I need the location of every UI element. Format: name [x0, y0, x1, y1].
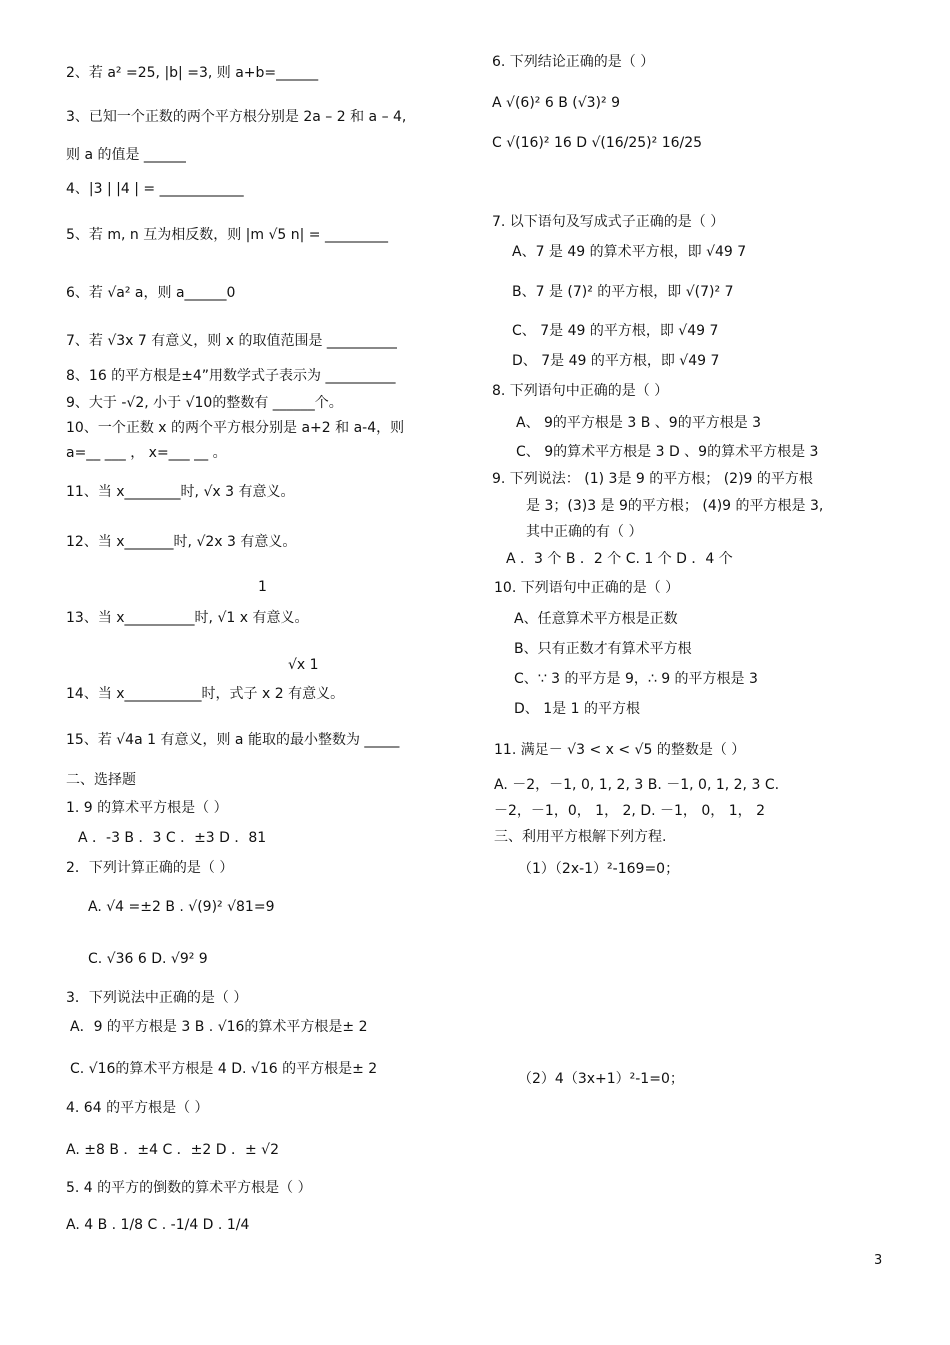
- fill-item-10-cont: a=__ ___ ， x=___ __ 。: [66, 445, 227, 461]
- fill-item-11: 11、当 x________时, √x 3 有意义。: [66, 484, 295, 500]
- choice-q10-option-d: D、 1是 1 的平方根: [514, 701, 640, 717]
- choice-q4: 4. 64 的平方根是（ ）: [66, 1100, 209, 1116]
- fill-item-13: 13、当 x__________时, √1 x 有意义。: [66, 610, 309, 626]
- choice-q10-option-a: A、任意算术平方根是正数: [514, 611, 678, 627]
- choice-q3: 3．下列说法中正确的是（ ）: [66, 990, 248, 1006]
- choice-q7-option-b: B、7 是 (7)² 的平方根，即 √(7)² 7: [512, 284, 734, 300]
- fill-item-6: 6、若 √a² a，则 a______0: [66, 285, 236, 301]
- equation-2: （2）4（3x+1）²-1=0；: [518, 1071, 684, 1087]
- fill-item-13-numerator: 1: [258, 579, 267, 595]
- choice-q6-options-cd: C √(16)² 16 D √(16/25)² 16/25: [492, 135, 703, 151]
- choice-q10-option-b: B、只有正数才有算术平方根: [514, 641, 692, 657]
- equation-1: （1）（2x-1）²-169=0；: [518, 861, 680, 877]
- choice-q9: 9. 下列说法： (1) 3是 9 的平方根； (2)9 的平方根: [492, 471, 813, 487]
- fill-item-2: 2、若 a² =25, |b| =3, 则 a+b=______: [66, 65, 319, 81]
- choice-q2-options-ab: A. √4 =±2 B . √(9)² √81=9: [88, 899, 275, 915]
- choice-q3-options-cd: C. √16的算术平方根是 4 D. √16 的平方根是± 2: [70, 1061, 378, 1077]
- fill-item-10: 10、一个正数 x 的两个平方根分别是 a+2 和 a-4，则: [66, 420, 405, 436]
- choice-q9-options: A ．3 个 B ．2 个 C. 1 个 D ．4 个: [506, 551, 733, 567]
- fill-item-14-numerator: √x 1: [288, 657, 319, 673]
- choice-q8-options-cd: C、 9的算术平方根是 3 D 、9的算术平方根是 3: [516, 444, 819, 460]
- choice-q11-options-1: A. －2，－1, 0, 1, 2, 3 B. －1, 0, 1, 2, 3 C.: [494, 777, 780, 793]
- choice-q9-cont2: 其中正确的有（ ）: [526, 524, 643, 540]
- choice-q9-cont: 是 3；(3)3 是 9的平方根； (4)9 的平方根是 3,: [526, 498, 824, 514]
- choice-q10: 10. 下列语句中正确的是（ ）: [494, 580, 680, 596]
- choice-q6: 6. 下列结论正确的是（ ）: [492, 54, 655, 70]
- choice-q1-options: A ．-3 B ．3 C ．±3 D ．81: [78, 830, 267, 846]
- fill-item-9: 9、大于 -√2, 小于 √10的整数有 ______个。: [66, 395, 343, 411]
- choice-q10-option-c: C、∵ 3 的平方是 9，∴ 9 的平方根是 3: [514, 671, 758, 687]
- fill-item-7: 7、若 √3x 7 有意义，则 x 的取值范围是 __________: [66, 333, 397, 349]
- fill-item-5: 5、若 m, n 互为相反数，则 |m √5 n| = _________: [66, 227, 388, 243]
- choice-q5-options: A. 4 B . 1/8 C . -1/4 D . 1/4: [66, 1217, 250, 1233]
- choice-q2-options-cd: C. √36 6 D. √9² 9: [88, 951, 208, 967]
- choice-q7: 7. 以下语句及写成式子正确的是（ ）: [492, 214, 725, 230]
- choice-q8: 8. 下列语句中正确的是（ ）: [492, 383, 669, 399]
- section-heading-choice: 二、选择题: [66, 772, 136, 788]
- fill-item-4: 4、|3 | |4 | = ____________: [66, 181, 244, 197]
- fill-item-8: 8、16 的平方根是±4”用数学式子表示为 __________: [66, 368, 396, 384]
- fill-item-14: 14、当 x___________时，式子 x 2 有意义。: [66, 686, 345, 702]
- fill-item-15: 15、若 √4a 1 有意义，则 a 能取的最小整数为 _____: [66, 732, 400, 748]
- choice-q2: 2．下列计算正确的是（ ）: [66, 860, 234, 876]
- choice-q1: 1. 9 的算术平方根是（ ）: [66, 800, 228, 816]
- section-heading-equations: 三、利用平方根解下列方程.: [494, 829, 667, 845]
- page-number: 3: [874, 1253, 883, 1268]
- choice-q7-option-c: C、 7是 49 的平方根，即 √49 7: [512, 323, 719, 339]
- choice-q7-option-d: D、 7是 49 的平方根，即 √49 7: [512, 353, 720, 369]
- choice-q8-options-ab: A、 9的平方根是 3 B 、9的平方根是 3: [516, 415, 762, 431]
- choice-q11-options-2: －2，－1，0， 1， 2, D. －1， 0， 1， 2: [494, 803, 765, 819]
- choice-q3-options-ab: A．9 的平方根是 3 B . √16的算术平方根是± 2: [70, 1019, 368, 1035]
- choice-q7-option-a: A、7 是 49 的算术平方根，即 √49 7: [512, 244, 747, 260]
- choice-q11: 11. 满足－ √3 < x < √5 的整数是（ ）: [494, 742, 746, 758]
- choice-q4-options: A. ±8 B ．±4 C ．±2 D ．± √2: [66, 1142, 280, 1158]
- choice-q6-options-ab: A √(6)² 6 B (√3)² 9: [492, 95, 620, 111]
- fill-item-3-cont: 则 a 的值是 ______: [66, 147, 186, 163]
- fill-item-3: 3、已知一个正数的两个平方根分别是 2a – 2 和 a – 4,: [66, 109, 407, 125]
- choice-q5: 5. 4 的平方的倒数的算术平方根是（ ）: [66, 1180, 312, 1196]
- fill-item-12: 12、当 x_______时, √2x 3 有意义。: [66, 534, 297, 550]
